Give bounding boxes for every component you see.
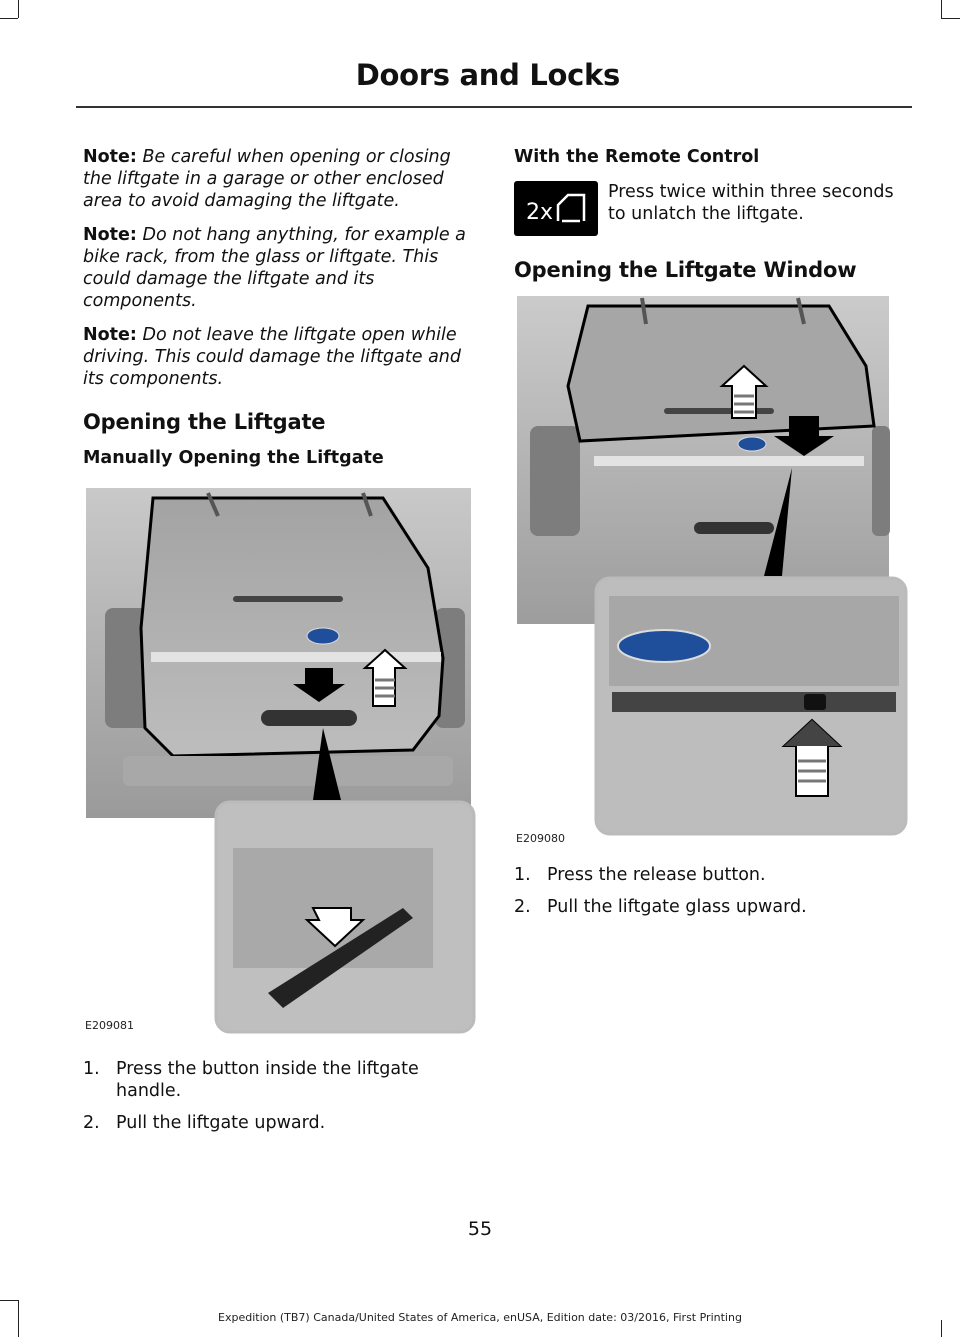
figure-id: E209081	[85, 1019, 134, 1032]
figure-liftgate-window	[514, 296, 910, 846]
figure-manual-liftgate	[83, 488, 477, 1036]
crop-mark	[0, 1300, 18, 1301]
right-column	[514, 146, 910, 928]
section-heading-window: Opening the Liftgate Window	[514, 258, 857, 282]
manual-steps-list	[83, 1058, 477, 1134]
liftgate-remote-icon	[514, 181, 598, 236]
footer-text: Expedition (TB7) Canada/United States of America, enUSA, Edition date: 03/2016, First Printing	[218, 1311, 742, 1324]
list-item: 2. Pull the liftgate upward.	[83, 1113, 326, 1133]
remote-instruction	[514, 181, 910, 236]
list-item: 1. Press the button inside the liftgate handle.	[83, 1059, 419, 1101]
window-steps-list	[514, 864, 910, 918]
page-number: 55	[467, 1218, 493, 1240]
subheading-manual: Manually Opening the Liftgate	[83, 448, 384, 468]
svg-text:2x: 2x	[526, 200, 554, 225]
note-3: Note: Do not leave the liftgate open while driving. This could damage the liftgate and its components.	[83, 325, 462, 389]
header-divider	[76, 106, 912, 108]
note-1: Note: Be careful when opening or closing the liftgate in a garage or other enclosed area to avoid damaging the liftgate.	[83, 147, 451, 211]
subheading-remote: With the Remote Control	[514, 147, 760, 167]
liftgate-window-illustration	[514, 296, 910, 846]
crop-mark	[941, 0, 942, 18]
crop-mark	[941, 18, 960, 19]
crop-mark	[18, 0, 19, 18]
liftgate-rear-illustration	[83, 488, 477, 1036]
page-title: Doors and Locks	[355, 58, 620, 92]
section-heading-liftgate: Opening the Liftgate	[83, 410, 326, 434]
remote-text: Press twice within three seconds to unlatch the liftgate.	[608, 182, 894, 224]
left-column	[83, 146, 477, 1144]
list-item: 2. Pull the liftgate glass upward.	[514, 897, 807, 917]
figure-id: E209080	[516, 832, 565, 845]
crop-mark	[0, 18, 18, 19]
list-item: 1. Press the release button.	[514, 865, 766, 885]
liftgate-2x-icon	[514, 181, 598, 236]
note-2: Note: Do not hang anything, for example a bike rack, from the glass or liftgate. This could damage the liftgate and its components.	[83, 225, 466, 311]
